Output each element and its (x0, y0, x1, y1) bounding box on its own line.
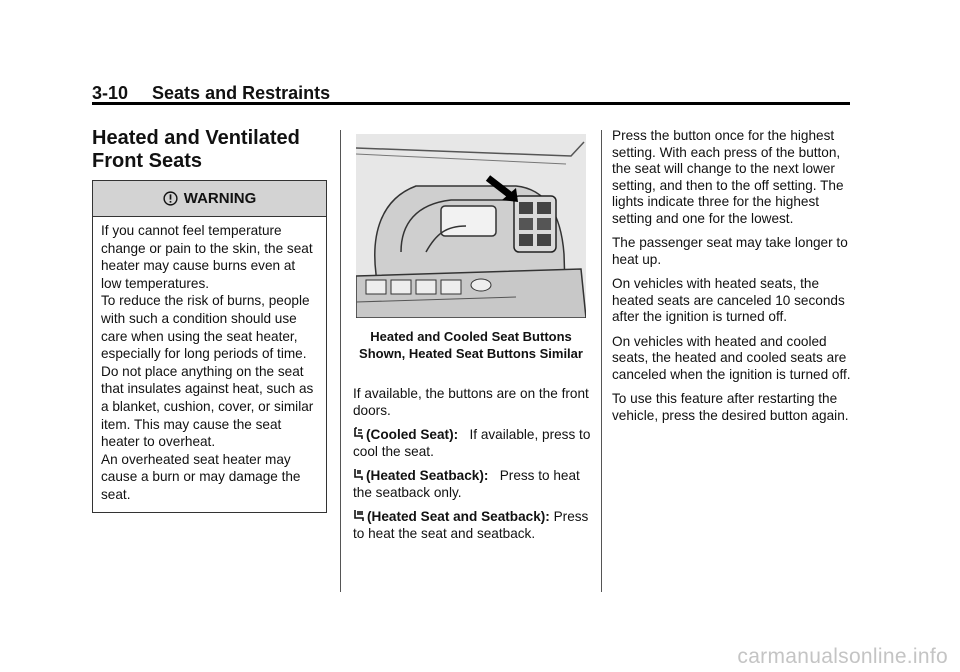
right-paragraph: On vehicles with heated and cooled seats, the heated and cooled seats are canceled when the ignition is turned off. (612, 333, 851, 382)
right-paragraph: On vehicles with heated seats, the heated seats are canceled 10 seconds after the ignition is turned off. (612, 276, 845, 324)
button-description (353, 509, 593, 542)
section-title-line-2: Front Seats (92, 150, 203, 172)
cooled-seat-icon (353, 427, 364, 440)
right-column-text (612, 128, 852, 432)
intro-paragraph: If available, the buttons are on the front doors. (353, 386, 589, 418)
page-header (92, 82, 850, 104)
chapter-title: Seats and Restraints (152, 82, 331, 103)
door-panel-drawing (356, 134, 586, 318)
middle-column-text (353, 386, 593, 550)
page-number: 3-10 (92, 82, 129, 103)
column-divider-right (601, 130, 602, 592)
heated-seat-seatback-text: Press to heat the seat and seatback. (353, 509, 589, 541)
right-paragraph: Press the button once for the highest setting. With each press of the button, the seat will change to the next lower setting, and then to the off setting. The lights indicate three for the highest setting and one for the lowest. (612, 128, 844, 226)
warning-label: WARNING (183, 190, 257, 207)
section-title (92, 127, 332, 173)
column-divider-left (340, 130, 341, 592)
warning-box (92, 180, 327, 513)
section-title-line-1: Heated and Ventilated (92, 127, 300, 149)
right-paragraph: The passenger seat may take longer to heat up. (612, 235, 848, 267)
heated-seatback-icon (353, 468, 364, 481)
heated-seat-seatback-label: (Heated Seat and Seatback): (367, 509, 550, 524)
figure-caption: Heated and Cooled Seat Buttons Shown, Heated Seat Buttons Similar (359, 329, 583, 361)
warning-body (93, 217, 326, 504)
cooled-seat-label: (Cooled Seat): (366, 427, 459, 442)
heated-seatback-text: Press to heat the seatback only. (353, 468, 580, 500)
warning-paragraph: An overheated seat heater may cause a burn or may damage the seat. (101, 451, 301, 502)
warning-paragraph: To reduce the risk of burns, people with such a condition should use care when using the seat heater, especially for long periods of time. Do not place anything on the seat that insulates against heat, such as a blanket, cushion, cover, or similar item. This may cause the seat heater to overheat. (101, 293, 314, 450)
right-paragraph: To use this feature after restarting the vehicle, press the desired button again. (612, 391, 849, 423)
warning-icon (163, 191, 178, 206)
button-description (353, 427, 593, 460)
watermark: carmanualsonline.info (737, 645, 948, 668)
heated-seatback-label: (Heated Seatback): (366, 468, 489, 483)
warning-paragraph: If you cannot feel temperature change or pain to the skin, the seat heater may cause burns even at low temperatures. (101, 223, 313, 291)
warning-header (93, 181, 326, 217)
door-panel-illustration (356, 134, 586, 318)
button-description (353, 468, 593, 501)
header-rule (92, 102, 850, 105)
heated-seat-and-seatback-icon (353, 509, 365, 522)
cooled-seat-text: If available, press to cool the seat. (353, 427, 591, 459)
